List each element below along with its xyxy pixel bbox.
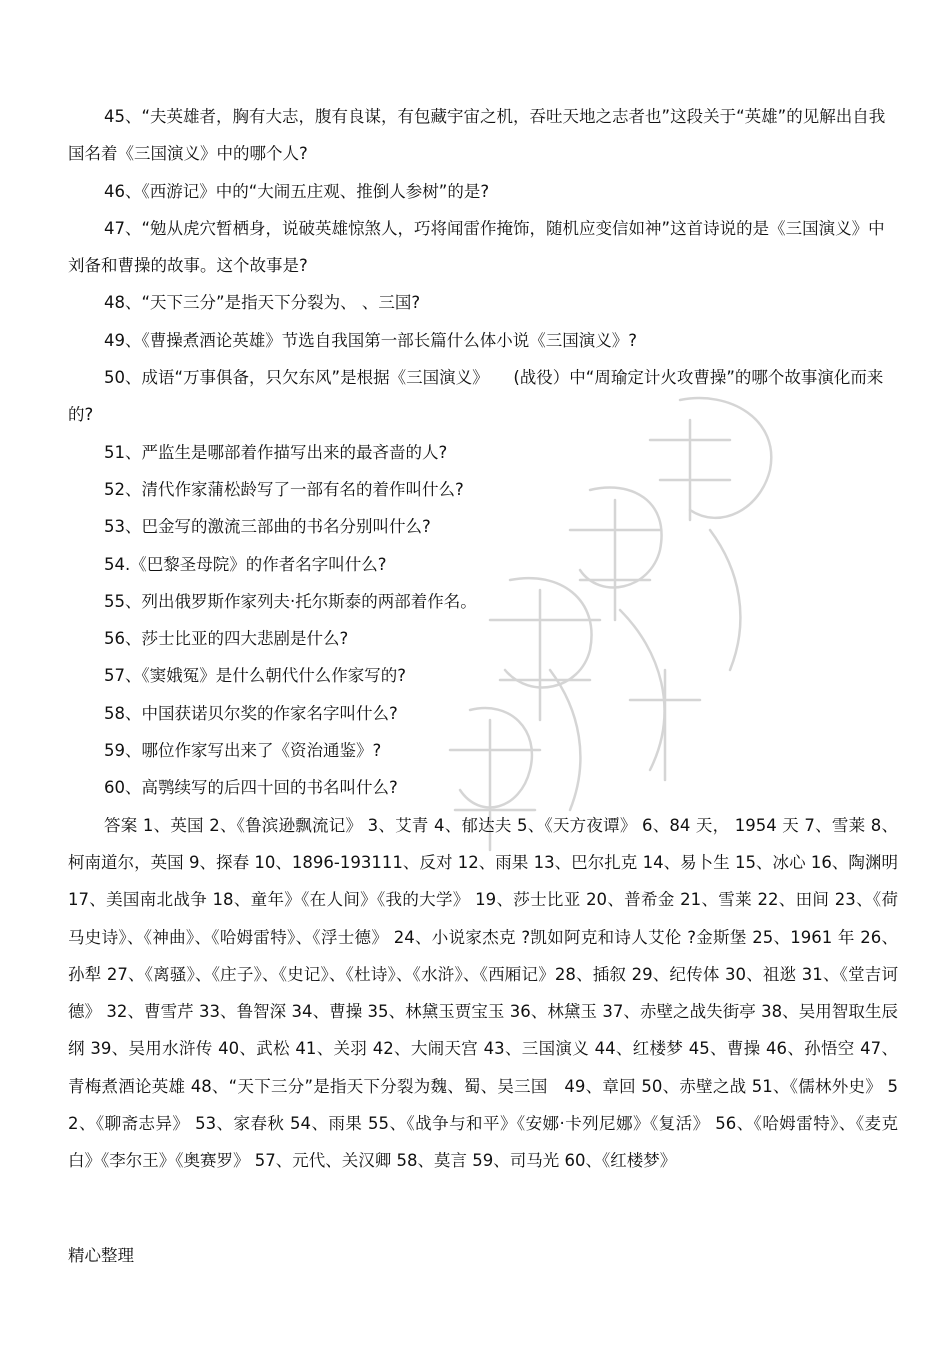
- question-47: 47、“勉从虎穴暂栖身，说破英雄惊煞人，巧将闻雷作掩饰，随机应变信如神”这首诗说的是《三国演义》中刘备和曹操的故事。这个故事是?: [68, 218, 885, 276]
- question-55: 55、列出俄罗斯作家列夫·托尔斯泰的两部着作名。: [104, 591, 477, 611]
- question-54: 54.《巴黎圣母院》的作者名字叫什么?: [104, 554, 387, 574]
- question-49: 49、《曹操煮酒论英雄》节选自我国第一部长篇什么体小说《三国演义》?: [104, 330, 638, 350]
- question-59: 59、哪位作家写出来了《资治通鉴》?: [104, 741, 382, 761]
- footer-text: 精心整理: [68, 1246, 134, 1265]
- question-51: 51、严监生是哪部着作描写出来的最吝啬的人?: [104, 442, 448, 462]
- question-52: 52、清代作家蒲松龄写了一部有名的着作叫什么?: [104, 479, 464, 499]
- question-56: 56、莎士比亚的四大悲剧是什么?: [104, 629, 349, 649]
- answer-key: 答案 1、英国 2、《鲁滨逊飘流记》 3、艾青 4、郁达夫 5、《天方夜谭》 6、84 天， 1954 天 7、雪莱 8、柯南道尔，英国 9、探春 10、1896-193111、反对 12、雨果 13、巴尔扎克 14、易卜生 15、冰心 16、陶渊明 17、美国南北战争 18、童年》《在人间》《我的大学》 19、莎士比亚 20、普希金 21、雪莱 22、田间 23、《荷马史诗》、《神曲》、《哈姆雷特》、《浮士德》 24、小说家杰克 ?凯如阿克和诗人艾伦 ?金斯堡 25、1961 年 26、孙犁 27、《离骚》、《庄子》、《史记》、《杜诗》、《水浒》、《西厢记》28、插叙 29、纪传体 30、祖逖 31、《堂吉诃德》 32、曹雪芹 33、鲁智深 34、曹操 35、林黛玉贾宝玉 36、林黛玉 37、赤壁之战失街亭 38、吴用智取生辰纲 39、吴用水浒传 40、武松 41、关羽 42、大闹天宫 43、三国演义 44、红楼梦 45、曹操 46、孙悟空 47、青梅煮酒论英雄 48、“天下三分”是指天下分裂为魏、蜀、吴三国 49、章回 50、赤壁之战 51、《儒林外史》 52、《聊斋志异》 53、家春秋 54、雨果 55、《战争与和平》《安娜·卡列尼娜》《复活》 56、《哈姆雷特》、《麦克白》《李尔王》《奥赛罗》 57、元代、关汉卿 58、莫言 59、司马光 60、《红楼梦》: [68, 815, 898, 1171]
- question-57: 57、《窦娥冤》是什么朝代什么作家写的?: [104, 666, 407, 686]
- question-60: 60、高鹗续写的后四十回的书名叫什么?: [104, 778, 398, 798]
- question-58: 58、中国获诺贝尔奖的作家名字叫什么?: [104, 703, 398, 723]
- question-48: 48、“天下三分”是指天下分裂为、 、三国?: [104, 293, 421, 313]
- question-46: 46、《西游记》中的“大闹五庄观、推倒人参树”的是?: [104, 181, 490, 201]
- question-50: 50、成语“万事俱备，只欠东风”是根据《三国演义》 (战役）中“周瑜定计火攻曹操”的哪个故事演化而来的?: [68, 368, 884, 425]
- question-53: 53、巴金写的激流三部曲的书名分别叫什么?: [104, 517, 431, 537]
- question-45: 45、“夫英雄者，胸有大志，腹有良谋，有包藏宇宙之机，吞吐天地之志者也”这段关于“英雄”的见解出自我国名着《三国演义》中的哪个人?: [68, 107, 886, 164]
- document-body: [68, 98, 898, 1180]
